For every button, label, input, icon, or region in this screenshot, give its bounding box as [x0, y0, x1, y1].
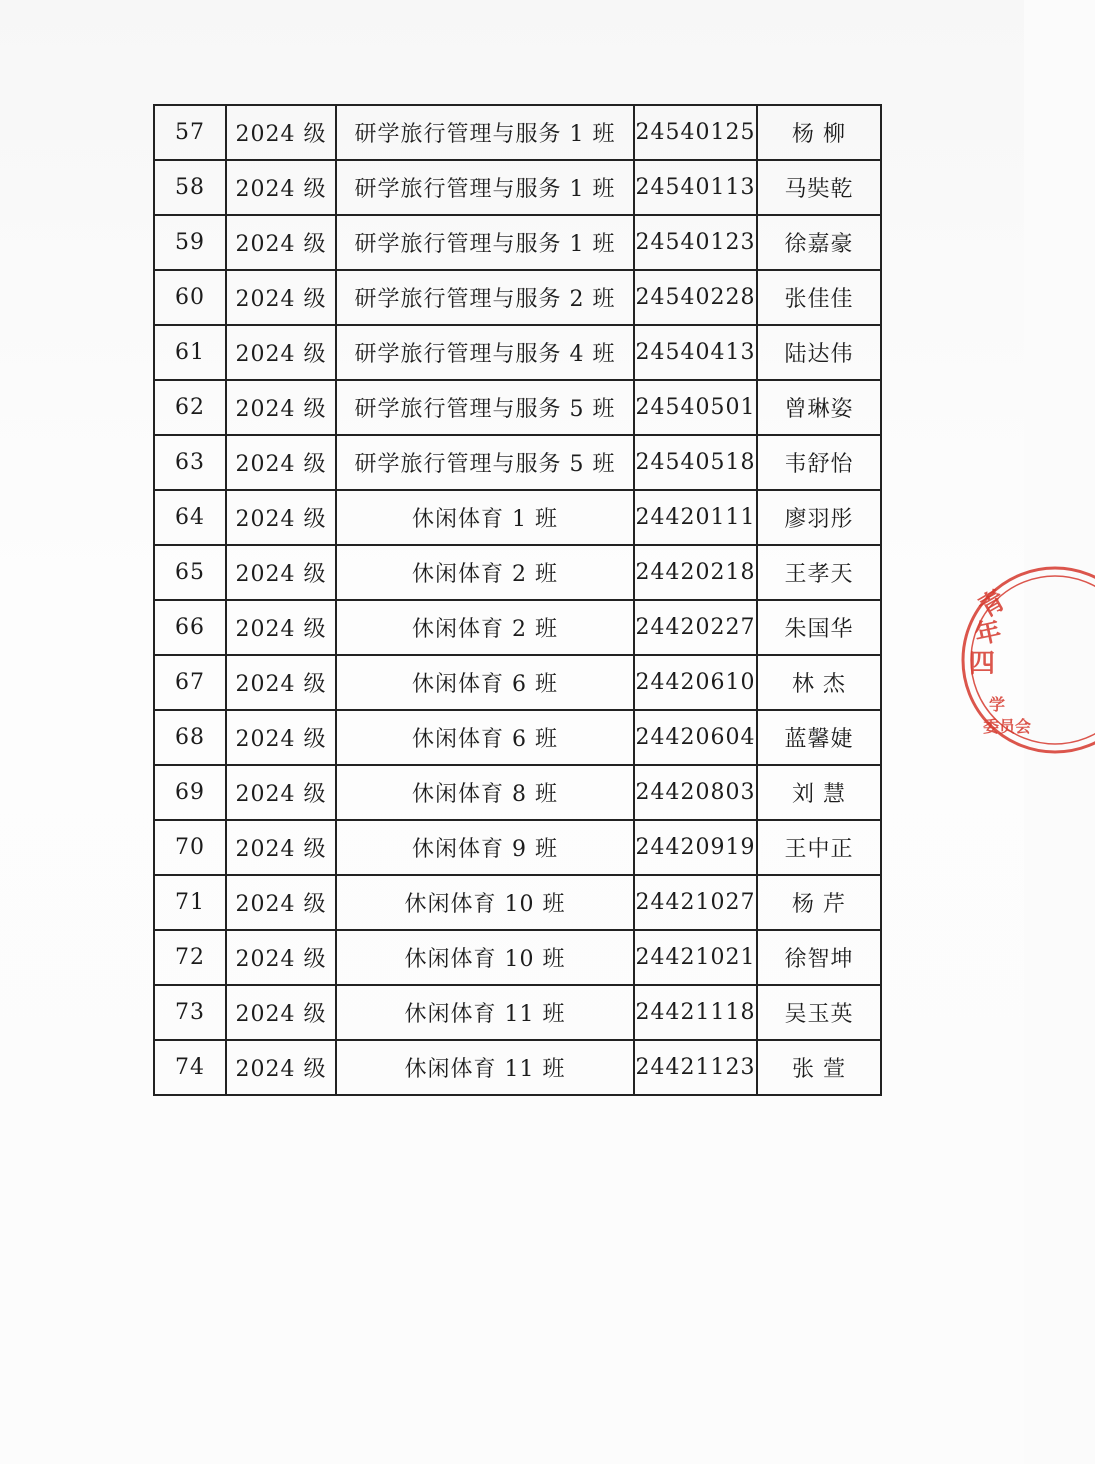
grade-cell: 2024 级 [226, 105, 336, 160]
seal-text-4: 学 [989, 695, 1006, 714]
seal-text-6: 员 [999, 717, 1016, 736]
seal-text-2: 年 [972, 616, 1004, 651]
seal-text-5: 委 [983, 717, 1000, 736]
row-number-cell: 63 [154, 435, 226, 490]
roster-table-body [154, 105, 881, 1095]
table-row [154, 710, 881, 765]
row-number-cell: 61 [154, 325, 226, 380]
student-name-cell: 王中正 [757, 820, 881, 875]
class-cell: 研学旅行管理与服务 4 班 [336, 325, 634, 380]
class-cell: 研学旅行管理与服务 1 班 [336, 215, 634, 270]
table-row [154, 325, 881, 380]
student-name-cell: 杨 芹 [757, 875, 881, 930]
student-id-cell: 24540413 [634, 325, 757, 380]
row-number-cell: 62 [154, 380, 226, 435]
student-name-cell: 曾琳姿 [757, 380, 881, 435]
class-cell: 休闲体育 2 班 [336, 545, 634, 600]
class-cell: 休闲体育 6 班 [336, 655, 634, 710]
class-cell: 休闲体育 6 班 [336, 710, 634, 765]
row-number-cell: 64 [154, 490, 226, 545]
student-id-cell: 24420218 [634, 545, 757, 600]
grade-cell: 2024 级 [226, 1040, 336, 1095]
student-id-cell: 24540228 [634, 270, 757, 325]
grade-cell: 2024 级 [226, 765, 336, 820]
table-row [154, 105, 881, 160]
student-id-cell: 24540123 [634, 215, 757, 270]
seal-text-3: 四 [969, 649, 996, 679]
student-name-cell: 吴玉英 [757, 985, 881, 1040]
grade-cell: 2024 级 [226, 380, 336, 435]
table-row [154, 435, 881, 490]
grade-cell: 2024 级 [226, 490, 336, 545]
official-seal-fragment [955, 560, 1095, 760]
table-row [154, 985, 881, 1040]
table-row [154, 215, 881, 270]
student-id-cell: 24420227 [634, 600, 757, 655]
student-name-cell: 王孝天 [757, 545, 881, 600]
seal-icon [955, 560, 1095, 760]
grade-cell: 2024 级 [226, 160, 336, 215]
grade-cell: 2024 级 [226, 875, 336, 930]
student-name-cell: 林 杰 [757, 655, 881, 710]
student-name-cell: 蓝馨婕 [757, 710, 881, 765]
grade-cell: 2024 级 [226, 270, 336, 325]
class-cell: 研学旅行管理与服务 5 班 [336, 380, 634, 435]
student-id-cell: 24420111 [634, 490, 757, 545]
table-row [154, 875, 881, 930]
class-cell: 研学旅行管理与服务 5 班 [336, 435, 634, 490]
student-name-cell: 廖羽彤 [757, 490, 881, 545]
student-id-cell: 24421027 [634, 875, 757, 930]
student-id-cell: 24421123 [634, 1040, 757, 1095]
student-id-cell: 24540125 [634, 105, 757, 160]
student-id-cell: 24421118 [634, 985, 757, 1040]
row-number-cell: 60 [154, 270, 226, 325]
grade-cell: 2024 级 [226, 435, 336, 490]
student-roster-table [153, 104, 882, 1096]
table-row [154, 380, 881, 435]
grade-cell: 2024 级 [226, 710, 336, 765]
table-row [154, 490, 881, 545]
grade-cell: 2024 级 [226, 215, 336, 270]
student-name-cell: 杨 柳 [757, 105, 881, 160]
row-number-cell: 65 [154, 545, 226, 600]
student-name-cell: 徐智坤 [757, 930, 881, 985]
grade-cell: 2024 级 [226, 985, 336, 1040]
row-number-cell: 70 [154, 820, 226, 875]
grade-cell: 2024 级 [226, 820, 336, 875]
table-row [154, 930, 881, 985]
class-cell: 研学旅行管理与服务 1 班 [336, 160, 634, 215]
table-row [154, 270, 881, 325]
class-cell: 休闲体育 2 班 [336, 600, 634, 655]
row-number-cell: 71 [154, 875, 226, 930]
class-cell: 休闲体育 11 班 [336, 985, 634, 1040]
student-name-cell: 张 萱 [757, 1040, 881, 1095]
student-name-cell: 韦舒怡 [757, 435, 881, 490]
grade-cell: 2024 级 [226, 655, 336, 710]
class-cell: 研学旅行管理与服务 2 班 [336, 270, 634, 325]
row-number-cell: 68 [154, 710, 226, 765]
class-cell: 研学旅行管理与服务 1 班 [336, 105, 634, 160]
table-row [154, 765, 881, 820]
student-name-cell: 马奘乾 [757, 160, 881, 215]
row-number-cell: 72 [154, 930, 226, 985]
student-id-cell: 24540501 [634, 380, 757, 435]
student-name-cell: 朱国华 [757, 600, 881, 655]
class-cell: 休闲体育 10 班 [336, 875, 634, 930]
grade-cell: 2024 级 [226, 325, 336, 380]
student-name-cell: 徐嘉豪 [757, 215, 881, 270]
student-name-cell: 张佳佳 [757, 270, 881, 325]
student-name-cell: 陆达伟 [757, 325, 881, 380]
row-number-cell: 74 [154, 1040, 226, 1095]
row-number-cell: 57 [154, 105, 226, 160]
class-cell: 休闲体育 10 班 [336, 930, 634, 985]
table-row [154, 820, 881, 875]
class-cell: 休闲体育 9 班 [336, 820, 634, 875]
row-number-cell: 59 [154, 215, 226, 270]
student-name-cell: 刘 慧 [757, 765, 881, 820]
grade-cell: 2024 级 [226, 930, 336, 985]
class-cell: 休闲体育 11 班 [336, 1040, 634, 1095]
student-id-cell: 24421021 [634, 930, 757, 985]
row-number-cell: 73 [154, 985, 226, 1040]
grade-cell: 2024 级 [226, 545, 336, 600]
row-number-cell: 58 [154, 160, 226, 215]
table-row [154, 545, 881, 600]
table-row [154, 655, 881, 710]
grade-cell: 2024 级 [226, 600, 336, 655]
class-cell: 休闲体育 8 班 [336, 765, 634, 820]
student-id-cell: 24420803 [634, 765, 757, 820]
class-cell: 休闲体育 1 班 [336, 490, 634, 545]
student-id-cell: 24420919 [634, 820, 757, 875]
student-id-cell: 24420610 [634, 655, 757, 710]
row-number-cell: 67 [154, 655, 226, 710]
student-id-cell: 24540113 [634, 160, 757, 215]
table-row [154, 600, 881, 655]
seal-text-7: 会 [1015, 717, 1032, 736]
student-id-cell: 24540518 [634, 435, 757, 490]
row-number-cell: 66 [154, 600, 226, 655]
table-row [154, 160, 881, 215]
seal-text-1: 青 [973, 585, 1012, 625]
row-number-cell: 69 [154, 765, 226, 820]
table-row [154, 1040, 881, 1095]
student-id-cell: 24420604 [634, 710, 757, 765]
